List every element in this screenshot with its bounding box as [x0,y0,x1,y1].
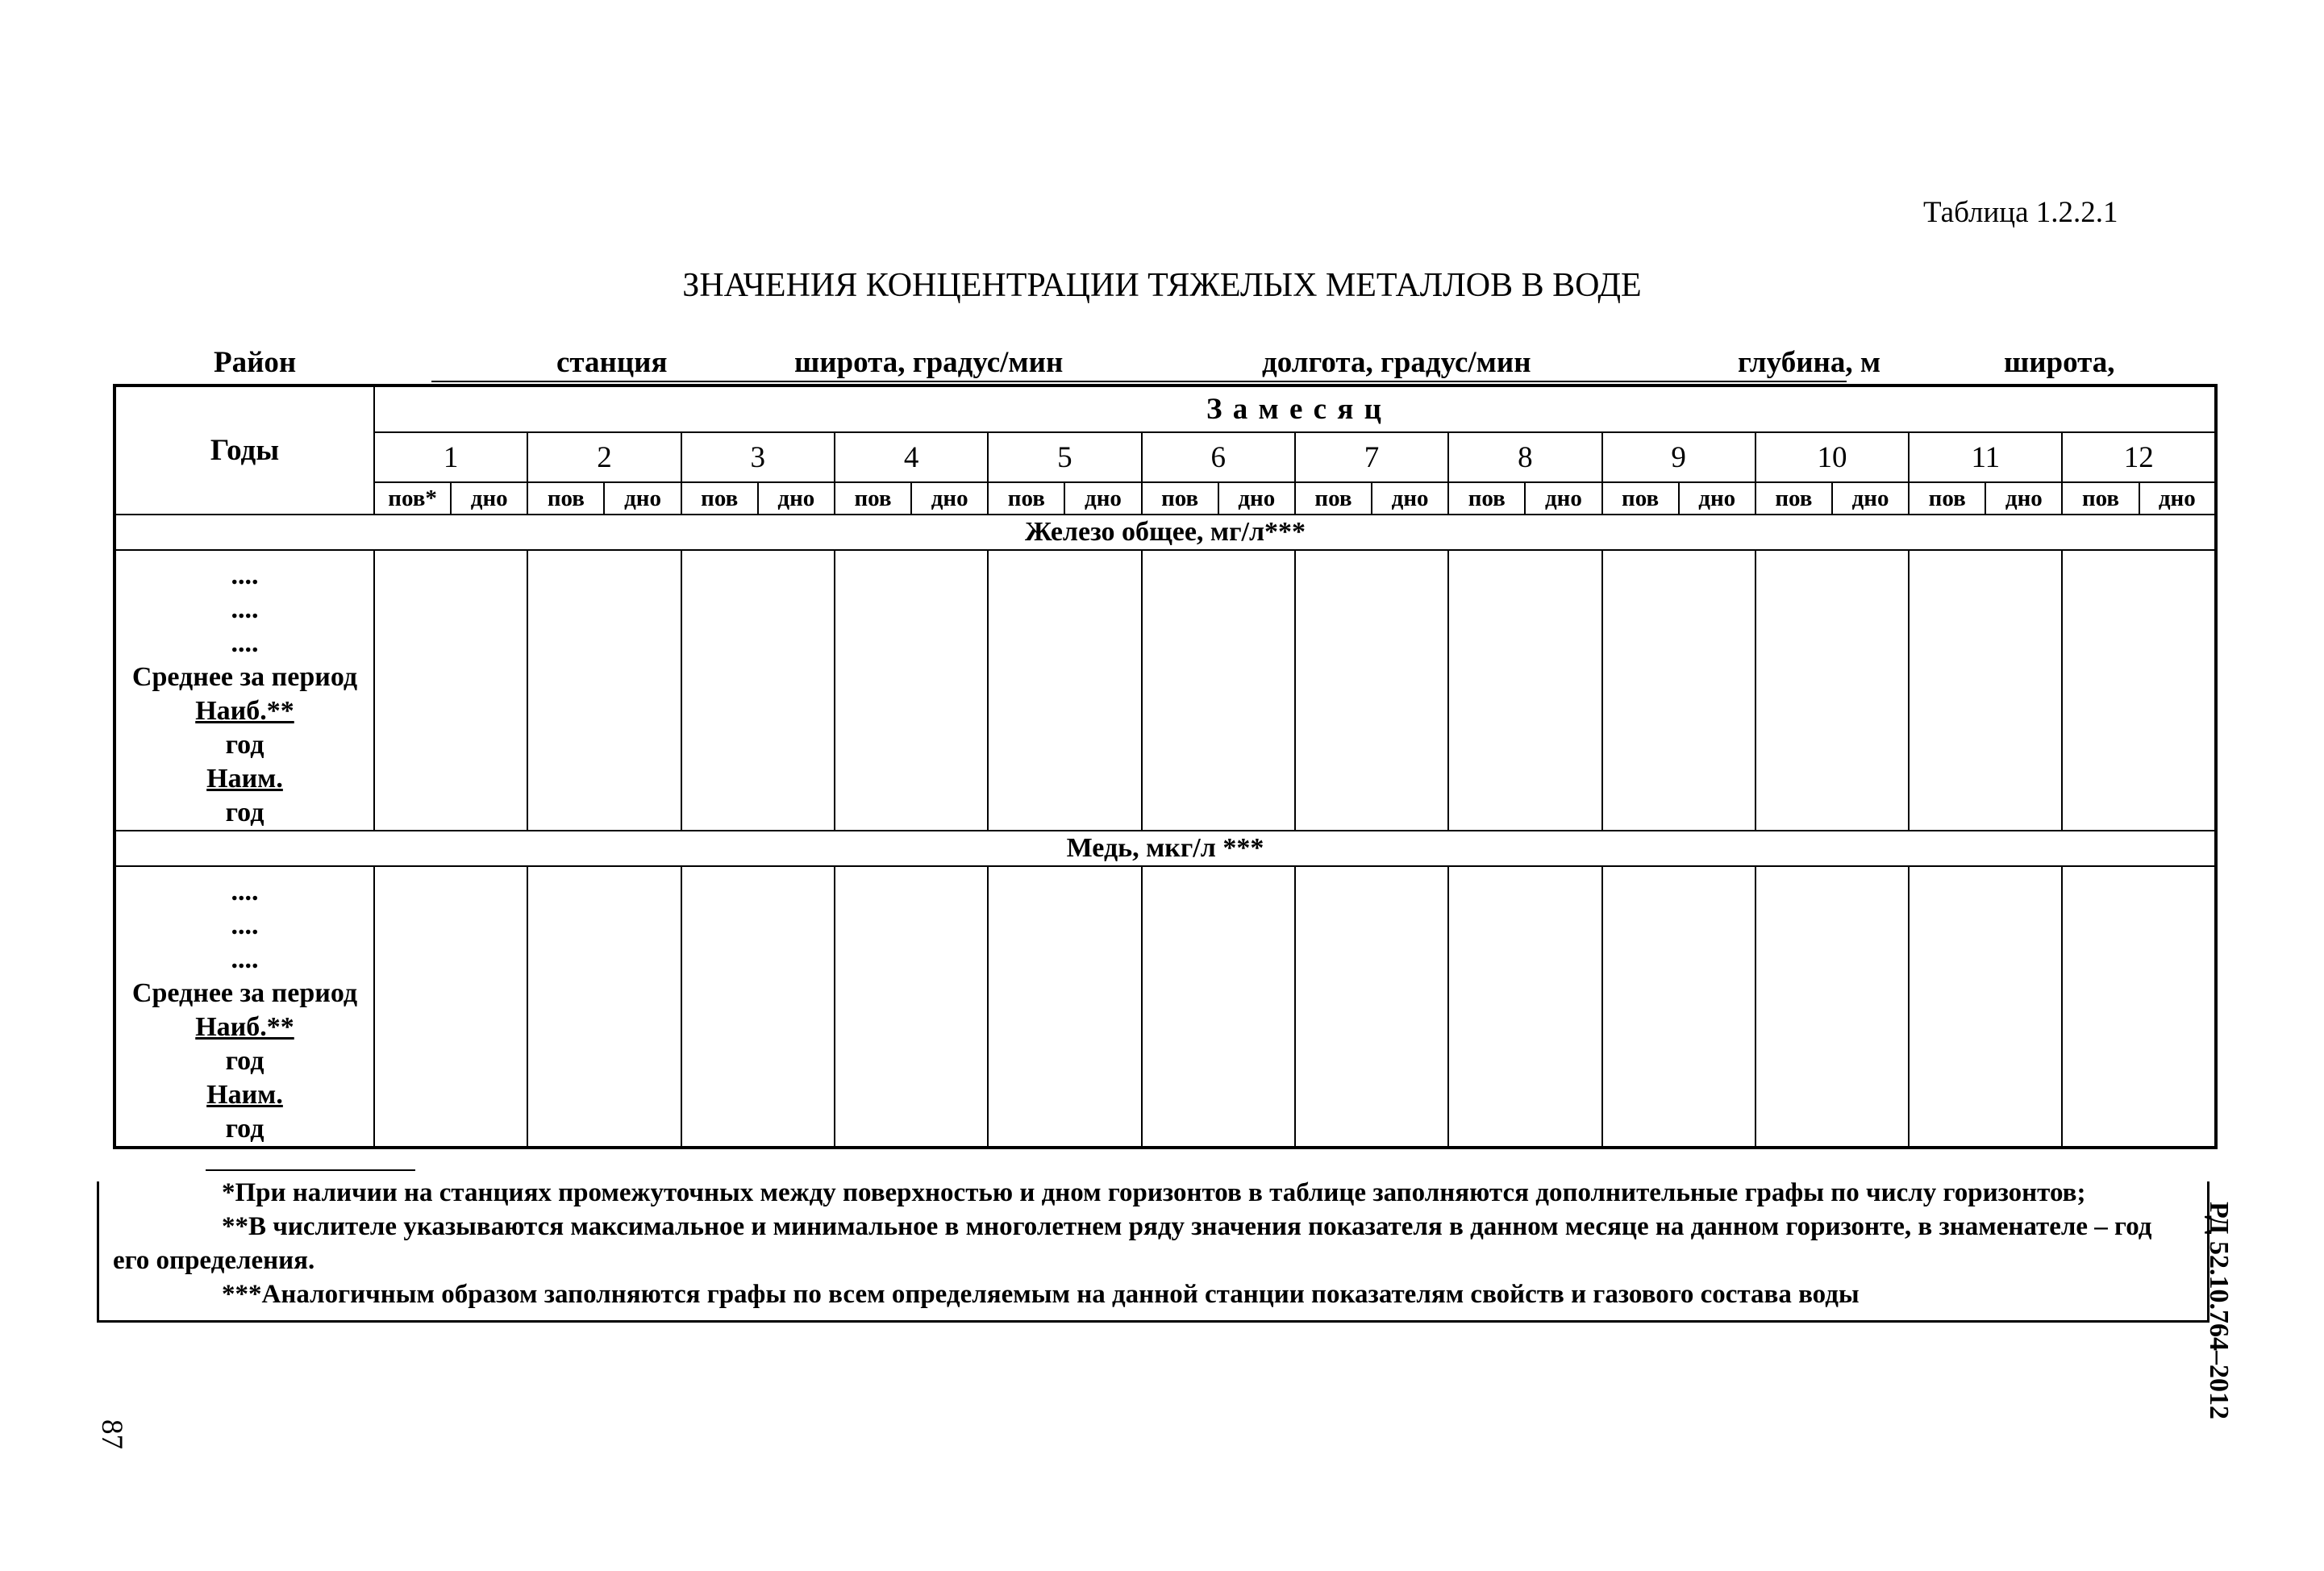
row-label: Среднее за период [131,978,358,1008]
bottom-subheader: дно [758,482,835,515]
bottom-subheader: дно [2139,482,2216,515]
header-underline [431,381,1847,382]
data-cell[interactable] [2062,866,2216,1148]
row-label: .... [231,877,259,906]
month-header: 10 [1755,432,1909,482]
row-label: год [225,730,264,760]
data-cell[interactable] [1448,550,1601,831]
month-header: 6 [1142,432,1295,482]
month-header: 11 [1909,432,2062,482]
month-header: 9 [1602,432,1755,482]
month-header: 2 [527,432,681,482]
document-code-text: РД 52.10.764–2012 [2204,1202,2234,1420]
data-cell[interactable] [1142,550,1295,831]
row-label: .... [231,628,259,658]
bottom-subheader: дно [451,482,527,515]
surface-subheader: пов [681,482,758,515]
row-label: .... [231,594,259,624]
month-header: 7 [1295,432,1448,482]
header-row-1 [115,385,2216,432]
page-number [95,1419,161,1468]
footnotes [97,1169,2209,1323]
district-label: Район [214,346,297,379]
row-label: год [225,1046,264,1076]
document-title: ЗНАЧЕНИЯ КОНЦЕНТРАЦИИ ТЯЖЕЛЫХ МЕТАЛЛОВ В ВОДЕ [682,267,1642,304]
bottom-subheader: дно [1985,482,2062,515]
row-label: .... [231,560,259,590]
by-month-header: З а м е с я ц [374,385,2216,432]
surface-subheader: пов [988,482,1064,515]
bottom-subheader: дно [1372,482,1448,515]
footnote-rule [206,1169,415,1171]
section-body-row [115,550,2216,831]
month-header: 8 [1448,432,1601,482]
data-cell[interactable] [1602,550,1755,831]
surface-subheader: пов [1142,482,1218,515]
years-header: Годы [115,385,374,515]
data-cell[interactable] [1909,866,2062,1148]
section-title-row [115,831,2216,866]
row-labels [115,866,374,1148]
data-cell[interactable] [527,550,681,831]
section-title: Медь, мкг/л *** [115,831,2216,866]
month-header: 3 [681,432,835,482]
data-cell[interactable] [988,866,1141,1148]
latitude-label: широта, градус/мин [794,346,1064,379]
footnote-2: **В числителе указываются максимальное и минимальное в многолетнем ряду значения показателя в данном месяце на данном горизонте, в знаменателе – год его определения. [113,1212,2152,1275]
bottom-subheader: дно [911,482,988,515]
data-cell[interactable] [1295,550,1448,831]
data-cell[interactable] [835,866,988,1148]
data-cell[interactable] [988,550,1141,831]
section-title-row [115,515,2216,550]
subheader-row [115,482,2216,515]
month-header: 5 [988,432,1141,482]
notes-border-bottom [97,1320,2209,1323]
row-label: год [225,1114,264,1144]
data-cell[interactable] [374,550,527,831]
data-cell[interactable] [1755,550,1909,831]
bottom-subheader: дно [1218,482,1295,515]
bottom-subheader: дно [1679,482,1755,515]
data-cell[interactable] [527,866,681,1148]
section-title: Железо общее, мг/л*** [115,515,2216,550]
surface-subheader: пов [527,482,604,515]
data-cell[interactable] [1142,866,1295,1148]
depth-label: глубина, м [1738,346,1881,379]
row-label: год [225,798,264,827]
longitude-label: долгота, градус/мин [1262,346,1531,379]
surface-subheader: пов* [374,482,451,515]
table-number: Таблица 1.2.2.1 [1923,196,2118,229]
surface-subheader: пов [1755,482,1832,515]
row-label: Наиб.** [195,696,294,726]
data-cell[interactable] [1295,866,1448,1148]
footnote-1: *При наличии на станциях промежуточных между поверхностью и дном горизонтов в таблице заполняются дополнительные графы по числу горизонтов; [222,1178,2086,1207]
bottom-subheader: дно [1525,482,1601,515]
bottom-subheader: дно [1064,482,1141,515]
months-row [115,432,2216,482]
metals-table [113,384,2218,1147]
data-cell[interactable] [681,550,835,831]
station-header [113,345,2218,385]
row-label: .... [231,911,259,940]
row-label: .... [231,944,259,974]
row-label: Среднее за период [131,662,358,692]
footnote-3: ***Аналогичным образом заполняются графы по всем определяемым на данной станции показателям свойств и газового состава воды [222,1280,1860,1309]
row-label: Наиб.** [195,1012,294,1042]
surface-subheader: пов [1909,482,1985,515]
surface-subheader: пов [835,482,911,515]
row-label: Наим. [206,1080,283,1110]
data-cell[interactable] [2062,550,2216,831]
document-code [2204,1202,2282,1444]
data-cell[interactable] [681,866,835,1148]
data-cell[interactable] [1602,866,1755,1148]
page-number-text: 87 [95,1419,128,1449]
data-cell[interactable] [1448,866,1601,1148]
notes-border-left [97,1181,99,1323]
surface-subheader: пов [2062,482,2139,515]
surface-subheader: пов [1602,482,1679,515]
row-label: Наим. [206,764,283,794]
data-cell[interactable] [1755,866,1909,1148]
station-label: станция [556,346,668,379]
month-header: 4 [835,432,988,482]
bottom-subheader: дно [604,482,681,515]
data-cell[interactable] [835,550,988,831]
month-header: 1 [374,432,527,482]
surface-subheader: пов [1295,482,1372,515]
data-cell[interactable] [1909,550,2062,831]
row-labels [115,550,374,831]
surface-subheader: пов [1448,482,1525,515]
data-cell[interactable] [374,866,527,1148]
month-header: 12 [2062,432,2216,482]
section-body-row [115,866,2216,1148]
bottom-subheader: дно [1832,482,1909,515]
latitude2-label: широта, [2004,346,2115,379]
